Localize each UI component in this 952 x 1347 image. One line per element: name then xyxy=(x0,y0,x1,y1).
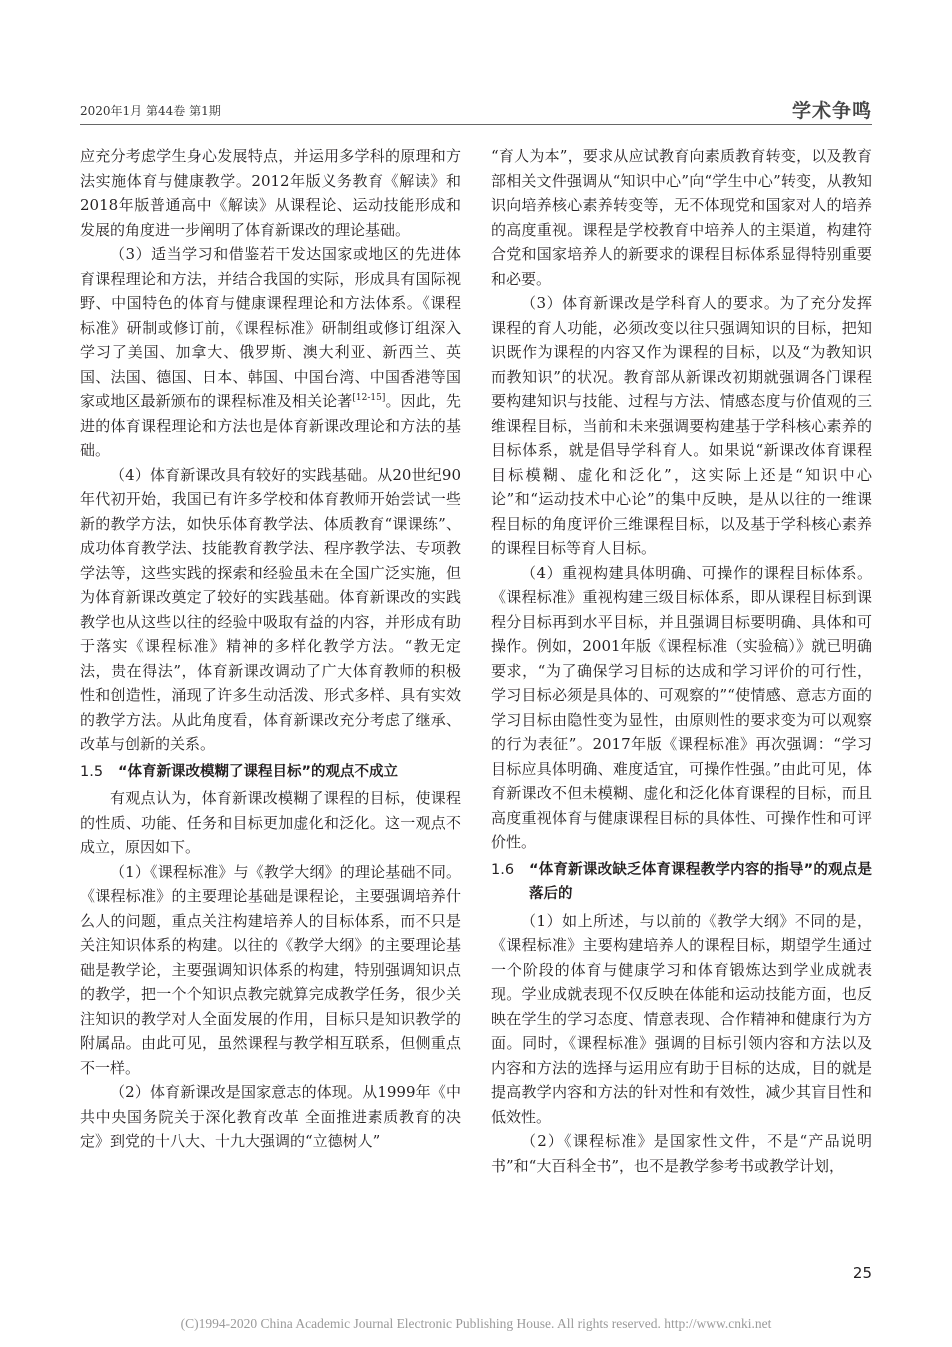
section-heading xyxy=(80,760,461,785)
paragraph: （3）体育新课改是学科育人的要求。为了充分发挥课程的育人功能，必须改变以往只强调知识的目标，把知识既作为课程的内容又作为课程的目标，以及“为教知识而教知识”的状况。教育部从新课改初期就强调各门课程要构建知识与技能、过程与方法、情感态度与价值观的三维课程目标，当前和未来强调要构建基于学科核心素养的目标体系，就是倡导学科育人。如果说“新课改体育课程目标模糊、虚化和泛化”，这实际上还是“知识中心论”和“运动技术中心论”的集中反映，是从以往的一维课程目标的角度评价三维课程目标，以及基于学科核心素养的课程目标等育人目标。 xyxy=(491,294,872,557)
paragraph: （2）体育新课改是国家意志的体现。从1999年《中共中央国务院关于深化教育改革 全面推进素质教育的决定》到党的十八大、十九大强调的“立德树人” xyxy=(80,1083,461,1150)
paragraph-text: 。因此，先进的体育课程理论和方法也是体育新课改理论和方法的基础。 xyxy=(80,392,461,459)
running-header xyxy=(80,96,872,124)
header-divider xyxy=(80,124,872,125)
right-column xyxy=(491,144,872,1178)
section-number: 1.6 xyxy=(491,861,515,878)
paragraph: （4）体育新课改具有较好的实践基础。从20世纪90年代初开始，我国已有许多学校和体育教师开始尝试一些新的教学方法，如快乐体育教学法、体质教育“课课练”、成功体育教学法、技能教育教学法、程序教学法、专项教学法等，这些实践的探索和经验虽未在全国广泛实施，但为体育新课改奠定了较好的实践基础。体育新课改的实践教学也从这些以往的经验中吸取有益的内容，并形成有助于落实《课程标准》精神的多样化教学方法。“教无定法，贵在得法”，体育新课改调动了广大体育教师的积极性和创造性，涌现了许多生动活泼、形式多样、具有实效的教学方法。从此角度看，体育新课改充分考虑了继承、改革与创新的关系。 xyxy=(80,465,461,753)
paragraph: （1）如上所述，与以前的《教学大纲》不同的是，《课程标准》主要构建培养人的课程目标，期望学生通过一个阶段的体育与健康学习和体育锻炼达到学业成就表现。学业成就表现不仅反映在体能和运动技能方面，也反映在学生的学习态度、情意表现、合作精神和健康行为方面。同时，《课程标准》强调的目标引领内容和方法以及内容和方法的选择与运用应有助于目标的达成，目的就是提高教学内容和方法的针对性和有效性，减少其盲目性和低效性。 xyxy=(491,911,872,1126)
citation-ref: [12-15] xyxy=(352,393,386,403)
paragraph: “育人为本”，要求从应试教育向素质教育转变，以及教育部相关文件强调从“知识中心”向“学生中心”转变，从教知识向培养核心素养转变等，无不体现党和国家对人的培养的高度重视。课程是学校教育中培养人的主渠道，构建符合党和国家培养人的新要求的课程目标体系显得特别重要和必要。 xyxy=(491,147,872,288)
issue-info: 2020年1月 第44卷 第1期 xyxy=(80,104,221,118)
paragraph: （1）《课程标准》与《教学大纲》的理论基础不同。《课程标准》的主要理论基础是课程论，主要强调培养什么人的问题，重点关注构建培养人的目标体系，而不只是关注知识体系的构建。以往的《教学大纲》的主要理论基础是教学论，主要强调知识体系的构建，特别强调知识点的教学，把一个个知识点教完就算完成教学任务，很少关注知识的教学对人全面发展的作用，目标只是知识教学的附属品。由此可见，虽然课程与教学相互联系，但侧重点不一样。 xyxy=(80,862,461,1077)
journal-section-title: 学术争鸣 xyxy=(791,100,872,122)
paragraph: 应充分考虑学生身心发展特点，并运用多学科的原理和方法实施体育与健康教学。2012年版义务教育《解读》和2018年版普通高中《解读》从课程论、运动技能形成和发展的角度进一步阐明了体育新课改的理论基础。 xyxy=(80,147,461,239)
copyright-footer: (C)1994-2020 China Academic Journal Electronic Publishing House. All rights reserved. http://www.cnki.net xyxy=(180,1316,772,1331)
paragraph-text: （3）适当学习和借鉴若干发达国家或地区的先进体育课程理论和方法，并结合我国的实际，形成具有国际视野、中国特色的体育与健康课程理论和方法体系。《课程标准》研制或修订前，《课程标准》研制组或修订组深入学习了美国、加拿大、俄罗斯、澳大利亚、新西兰、英国、法国、德国、日本、韩国、中国台湾、中国香港等国家或地区最新颁布的课程标准及相关论著 xyxy=(80,245,461,410)
section-heading xyxy=(491,858,872,907)
section-title: “体育新课改模糊了课程目标”的观点不成立 xyxy=(118,763,399,780)
page-number: 25 xyxy=(852,1264,872,1282)
section-number: 1.5 xyxy=(80,763,104,780)
paragraph: 有观点认为，体育新课改模糊了课程的目标，使课程的性质、功能、任务和目标更加虚化和泛化。这一观点不成立，原因如下。 xyxy=(80,789,461,856)
paragraph: （4）重视构建具体明确、可操作的课程目标体系。《课程标准》重视构建三级目标体系，即从课程目标到课程分目标再到水平目标，并且强调目标要明确、具体和可操作。例如，2001年版《课程标准（实验稿）》就已明确要求，“为了确保学习目标的达成和学习评价的可行性，学习目标必须是具体的、可观察的”“使情感、意志方面的学习目标由隐性变为显性，由原则性的要求变为可以观察的行为表征”。2017年版《课程标准》再次强调：“学习目标应具体明确、难度适宜，可操作性强。”由此可见，体育新课改不但未模糊、虚化和泛化体育课程的目标，而且高度重视体育与健康课程目标的具体性、可操作性和可评价性。 xyxy=(491,563,872,851)
paragraph xyxy=(80,242,461,463)
paragraph: （2）《课程标准》是国家性文件，不是“产品说明书”和“大百科全书”，也不是教学参考书或教学计划， xyxy=(491,1132,872,1175)
left-column xyxy=(80,144,461,1154)
section-title: “体育新课改缺乏体育课程教学内容的指导”的观点是落后的 xyxy=(529,861,872,902)
